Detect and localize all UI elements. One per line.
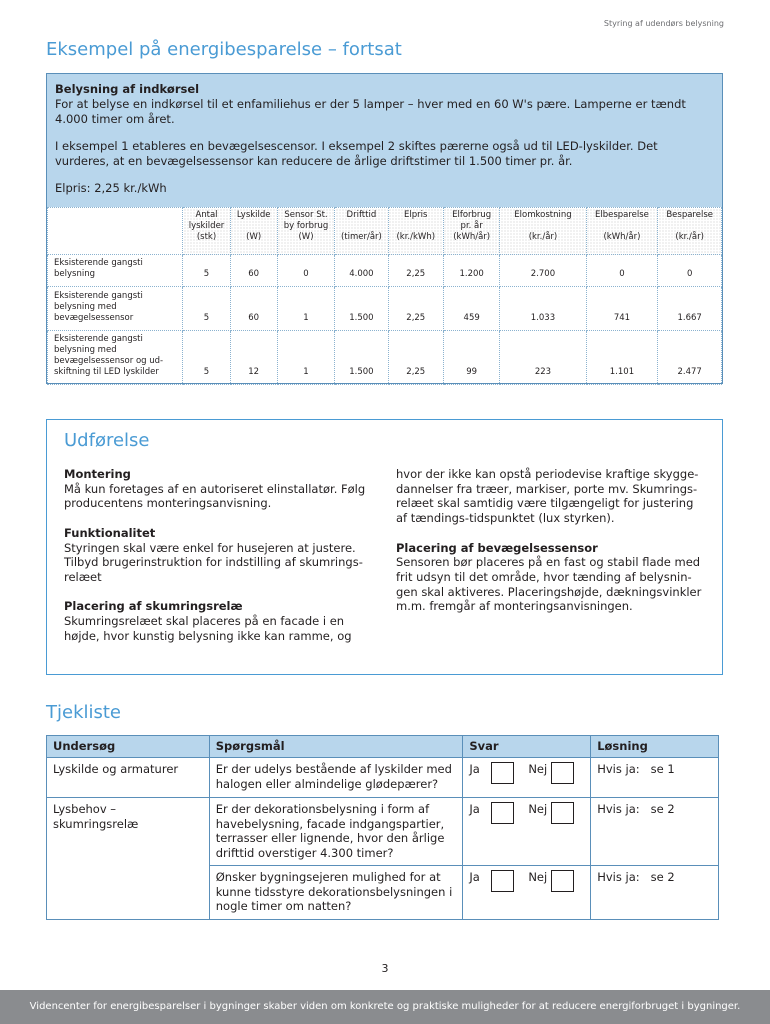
nej-checkbox[interactable] bbox=[551, 802, 574, 824]
intro-label: Belysning af indkørsel bbox=[55, 82, 200, 96]
skumringsrelae-text: Skumringsrelæet skal placeres på en facade i en højde, hvor kunstig belysning ikke kan ramme, og bbox=[64, 614, 352, 643]
table-cell: 0 bbox=[586, 255, 658, 287]
funktionalitet-text: Styringen skal være enkel for husejeren at justere. Tilbyd brugerinstruktion for indstilling af skumrings-relæet bbox=[64, 540, 363, 584]
section-title-tjekliste: Tjekliste bbox=[46, 702, 122, 723]
row-answer bbox=[463, 758, 591, 798]
nej-label: Nej bbox=[528, 802, 548, 816]
header-cell: Elpris (kr./kWh) bbox=[388, 208, 443, 255]
row-label: Eksisterende gangsti belysning bbox=[48, 255, 183, 287]
table-cell: 0 bbox=[658, 255, 722, 287]
checklist-table bbox=[46, 735, 719, 920]
bevaegelsessensor-text: Sensoren bør placeres på en fast og stabil flade med frit udsyn til det område, hvor tænding af belysnin-gen skal aktiveres. Placeringshøjde, dækningsvinkler m.m. fremgår af monteringsanvisningen. bbox=[396, 555, 702, 614]
checklist-header-row bbox=[47, 736, 719, 758]
row-question: Ønsker bygningsejeren mulighed for at kunne tidsstyre dekorationsbelysningen i nogle timer om natten? bbox=[209, 865, 463, 919]
table-cell: 741 bbox=[586, 287, 658, 331]
skumringsrelae-heading: Placering af skumringsrelæ bbox=[64, 599, 243, 614]
hvis-ja-label: Hvis ja: bbox=[597, 762, 640, 776]
running-head: Styring af udendørs belysning bbox=[603, 19, 724, 28]
udforelse-right-column bbox=[396, 467, 706, 614]
nej-label: Nej bbox=[528, 869, 548, 884]
hvis-ja-label: Hvis ja: bbox=[597, 802, 640, 816]
bevaegelsessensor-heading: Placering af bevægelsessensor bbox=[396, 540, 598, 555]
row-answer bbox=[463, 865, 591, 919]
table-cell: 2,25 bbox=[388, 287, 443, 331]
table-cell: 4.000 bbox=[335, 255, 388, 287]
row-topic: Lyskilde og armaturer bbox=[47, 758, 210, 798]
intro-paragraph-1: For at belyse en indkørsel til et enfamiliehus er der 5 lamper – hver med en 60 W's pære. Lamperne er tændt 4.000 timer om året. bbox=[55, 97, 686, 126]
table-row bbox=[47, 758, 719, 798]
table-header-row bbox=[48, 208, 722, 255]
intro-paragraph-3: Elpris: 2,25 kr./kWh bbox=[55, 181, 167, 195]
header-cell: Elforbrug pr. år (kWh/år) bbox=[443, 208, 499, 255]
table-row bbox=[48, 255, 722, 287]
funktionalitet-heading: Funktionalitet bbox=[64, 525, 156, 540]
header-cell: Elomkostning (kr./år) bbox=[500, 208, 586, 255]
table-cell: 2,25 bbox=[388, 255, 443, 287]
table-cell: 459 bbox=[443, 287, 499, 331]
table-cell: 5 bbox=[183, 287, 230, 331]
skumringsrelae-text-continued: hvor der ikke kan opstå periodevise kraftige skygge-dannelser fra træer, markiser, porte mv. Skumrings-relæet skal samtidig være tilgængeligt for justering af tændings-tidspunktet (lux styrken). bbox=[396, 467, 699, 526]
table-cell: 2,25 bbox=[388, 331, 443, 385]
ja-label: Ja bbox=[469, 802, 480, 816]
table-cell: 1 bbox=[277, 287, 334, 331]
solution-ref: se 2 bbox=[650, 869, 675, 884]
solution-ref: se 1 bbox=[650, 762, 675, 776]
header-svar: Svar bbox=[463, 736, 591, 758]
hvis-ja-label: Hvis ja: bbox=[597, 869, 640, 884]
table-cell: 60 bbox=[230, 255, 277, 287]
section-title-example: Eksempel på energibesparelse – fortsat bbox=[46, 39, 402, 60]
row-label: Eksisterende gangsti belysning med bevægelsessensor og ud-skiftning til LED lyskilder bbox=[48, 331, 183, 385]
header-cell: Antal lyskilder (stk) bbox=[183, 208, 230, 255]
table-cell: 5 bbox=[183, 331, 230, 385]
header-cell: Drifttid (timer/år) bbox=[335, 208, 388, 255]
table-cell: 1.033 bbox=[500, 287, 586, 331]
table-row bbox=[47, 798, 719, 866]
solution-ref: se 2 bbox=[650, 802, 675, 816]
ja-label: Ja bbox=[469, 869, 480, 884]
header-cell: Elbesparelse (kWh/år) bbox=[586, 208, 658, 255]
example-intro bbox=[47, 74, 722, 207]
ja-checkbox[interactable] bbox=[491, 762, 514, 784]
example-box bbox=[46, 73, 723, 384]
row-question: Er der udelys bestående af lyskilder med halogen eller almindelige glødepærer? bbox=[209, 758, 463, 798]
header-undersog: Undersøg bbox=[47, 736, 210, 758]
nej-label: Nej bbox=[528, 762, 548, 776]
row-answer bbox=[463, 798, 591, 866]
table-cell: 1.101 bbox=[586, 331, 658, 385]
table-cell: 2.700 bbox=[500, 255, 586, 287]
ja-checkbox[interactable] bbox=[491, 870, 514, 892]
footer-banner: Videncenter for energibesparelser i bygninger skaber viden om konkrete og praktiske muligheder for at reducere energiforbruget i bygninger. bbox=[0, 990, 770, 1024]
table-cell: 99 bbox=[443, 331, 499, 385]
table-cell: 1.500 bbox=[335, 331, 388, 385]
row-solution bbox=[591, 865, 719, 919]
ja-label: Ja bbox=[469, 762, 480, 776]
table-cell: 1 bbox=[277, 331, 334, 385]
table-cell: 223 bbox=[500, 331, 586, 385]
table-cell: 60 bbox=[230, 287, 277, 331]
row-question: Er der dekorationsbelysning i form af havebelysning, facade indgangspartier, terrasser eller lignende, hvor den årlige drifttid overstiger 4.300 timer? bbox=[209, 798, 463, 866]
nej-checkbox[interactable] bbox=[551, 870, 574, 892]
table-cell: 1.200 bbox=[443, 255, 499, 287]
row-solution bbox=[591, 798, 719, 866]
header-sporgsmal: Spørgsmål bbox=[209, 736, 463, 758]
montering-heading: Montering bbox=[64, 467, 131, 481]
montering-text: Må kun foretages af en autoriseret elinstallatør. Følg producentens monteringsanvisning. bbox=[64, 481, 366, 511]
table-cell: 2.477 bbox=[658, 331, 722, 385]
table-row bbox=[48, 331, 722, 385]
udforelse-left-column bbox=[64, 467, 374, 643]
header-losning: Løsning bbox=[591, 736, 719, 758]
header-cell: Sensor St. by forbrug (W) bbox=[277, 208, 334, 255]
table-cell: 12 bbox=[230, 331, 277, 385]
table-row bbox=[48, 287, 722, 331]
table-cell: 1.500 bbox=[335, 287, 388, 331]
row-solution bbox=[591, 758, 719, 798]
page-number: 3 bbox=[381, 962, 389, 975]
header-empty-cell bbox=[48, 208, 183, 255]
section-title-udforelse: Udførelse bbox=[64, 430, 150, 451]
table-cell: 5 bbox=[183, 255, 230, 287]
header-cell: Besparelse (kr./år) bbox=[658, 208, 722, 255]
table-cell: 0 bbox=[277, 255, 334, 287]
header-cell: Lyskilde (W) bbox=[230, 208, 277, 255]
ja-checkbox[interactable] bbox=[491, 802, 514, 824]
row-label: Eksisterende gangsti belysning med bevægelsessensor bbox=[48, 287, 183, 331]
table-cell: 1.667 bbox=[658, 287, 722, 331]
nej-checkbox[interactable] bbox=[551, 762, 574, 784]
row-topic: Lysbehov – skumringsrelæ bbox=[47, 798, 210, 920]
calculation-table bbox=[47, 207, 722, 385]
intro-paragraph-2: I eksempel 1 etableres en bevægelsescensor. I eksempel 2 skiftes pærerne også ud til LED-lyskilder. Det vurderes, at en bevægelsessensor kan reducere de årlige driftstimer til 1.500 timer pr. år. bbox=[55, 139, 658, 168]
